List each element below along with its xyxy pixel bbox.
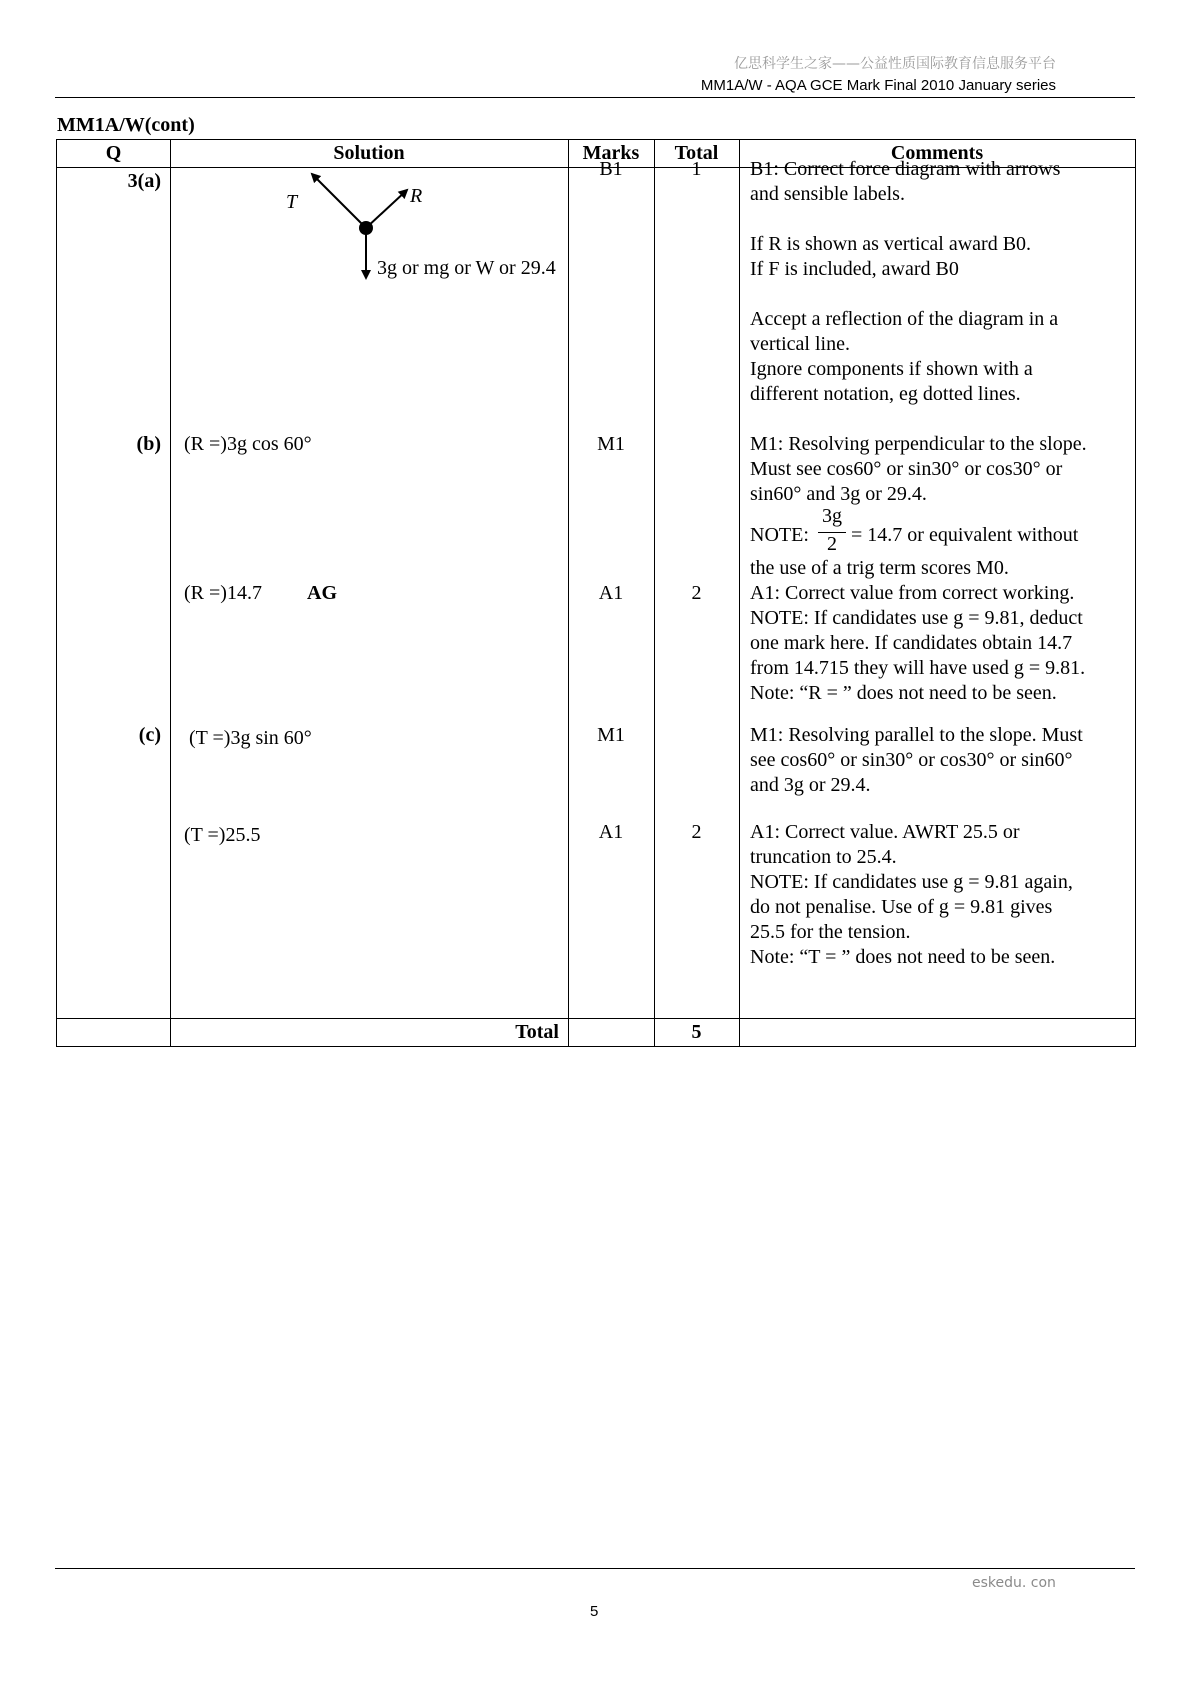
comment-line: and sensible labels. <box>750 183 905 205</box>
comment-line: NOTE: If candidates use g = 9.81, deduct <box>750 607 1083 629</box>
q-label-3a: 3(a) <box>127 170 161 192</box>
footer-site: eskedu. con <box>972 1575 1056 1591</box>
comment-line: the use of a trig term scores M0. <box>750 557 1009 579</box>
comment-line: If R is shown as vertical award B0. <box>750 233 1032 255</box>
solution-b-step2: (R =)14.7 <box>184 582 262 604</box>
comment-line: Accept a reflection of the diagram in a <box>750 308 1059 330</box>
mark-3a: B1 <box>599 158 623 180</box>
comment-line: Note: “R = ” does not need to be seen. <box>750 682 1057 704</box>
total-3a: 1 <box>691 158 702 180</box>
comment-line: If F is included, award B0 <box>750 258 959 280</box>
grand-total: 5 <box>691 1021 702 1043</box>
comment-line: vertical line. <box>750 333 850 355</box>
reaction-arrow <box>366 190 407 228</box>
comment-line: Ignore components if shown with a <box>750 358 1033 380</box>
comment-line: NOTE: If candidates use g = 9.81 again, <box>750 871 1073 893</box>
header-document-title: MM1A/W - AQA GCE Mark Final 2010 January series <box>700 77 1056 94</box>
footer-rule <box>55 1568 1135 1569</box>
header-site-title: 亿思科学生之家——公益性质国际教育信息服务平台 <box>734 56 1056 72</box>
total-row-divider <box>57 1018 1135 1019</box>
comment-line: sin60° and 3g or 29.4. <box>750 483 927 505</box>
solution-b-step1: (R =)3g cos 60° <box>184 433 312 455</box>
comment-line: one mark here. If candidates obtain 14.7 <box>750 632 1073 654</box>
tension-label: T <box>286 191 298 213</box>
col-header-solution: Solution <box>333 142 405 164</box>
comment-line: truncation to 25.4. <box>750 846 897 868</box>
mark-3c-a1: A1 <box>598 821 624 843</box>
reaction-label: R <box>410 185 423 207</box>
weight-label: 3g or mg or W or 29.4 <box>377 257 556 279</box>
total-label: Total <box>515 1021 559 1043</box>
comment-line: do not penalise. Use of g = 9.81 gives <box>750 896 1053 918</box>
col-header-q: Q <box>105 142 122 164</box>
header-rule <box>55 97 1135 98</box>
col-header-marks: Marks <box>582 142 640 164</box>
note-prefix: NOTE: <box>750 524 809 546</box>
comment-line: B1: Correct force diagram with arrows <box>750 158 1061 180</box>
comment-line: A1: Correct value. AWRT 25.5 or <box>750 821 1020 843</box>
comment-line: see cos60° or sin30° or cos30° or sin60° <box>750 749 1073 771</box>
note-fraction-denominator: 2 <box>827 533 837 555</box>
note-rest: = 14.7 or equivalent without <box>851 524 1079 546</box>
solution-c-step1: (T =)3g sin 60° <box>189 727 312 749</box>
tension-arrow <box>312 174 366 228</box>
mark-3b-a1: A1 <box>598 582 624 604</box>
col-header-total: Total <box>674 142 719 164</box>
col-divider <box>739 140 740 1046</box>
comment-line: and 3g or 29.4. <box>750 774 871 796</box>
comment-line: M1: Resolving perpendicular to the slope. <box>750 433 1087 455</box>
section-title: MM1A/W(cont) <box>57 114 195 136</box>
answer-given-tag: AG <box>307 582 337 604</box>
particle-dot <box>359 221 373 235</box>
col-header-comments: Comments <box>890 142 984 164</box>
mark-3b-m1: M1 <box>597 433 625 455</box>
total-3c: 2 <box>691 821 702 843</box>
total-3b: 2 <box>691 582 702 604</box>
comment-line: 25.5 for the tension. <box>750 921 911 943</box>
comment-line: M1: Resolving parallel to the slope. Must <box>750 724 1083 746</box>
solution-c-step2: (T =)25.5 <box>184 824 261 846</box>
comment-line: different notation, eg dotted lines. <box>750 383 1021 405</box>
mark-scheme-table <box>56 139 1136 1047</box>
q-label-3c: (c) <box>138 724 161 746</box>
note-fraction-numerator: 3g <box>822 505 842 527</box>
page-number: 5 <box>590 1603 599 1620</box>
comment-line: Must see cos60° or sin30° or cos30° or <box>750 458 1063 480</box>
mark-3c-m1: M1 <box>597 724 625 746</box>
q-label-3b: (b) <box>136 433 161 455</box>
comment-line: A1: Correct value from correct working. <box>750 582 1075 604</box>
comment-line: from 14.715 they will have used g = 9.81. <box>750 657 1086 679</box>
comment-line: Note: “T = ” does not need to be seen. <box>750 946 1056 968</box>
